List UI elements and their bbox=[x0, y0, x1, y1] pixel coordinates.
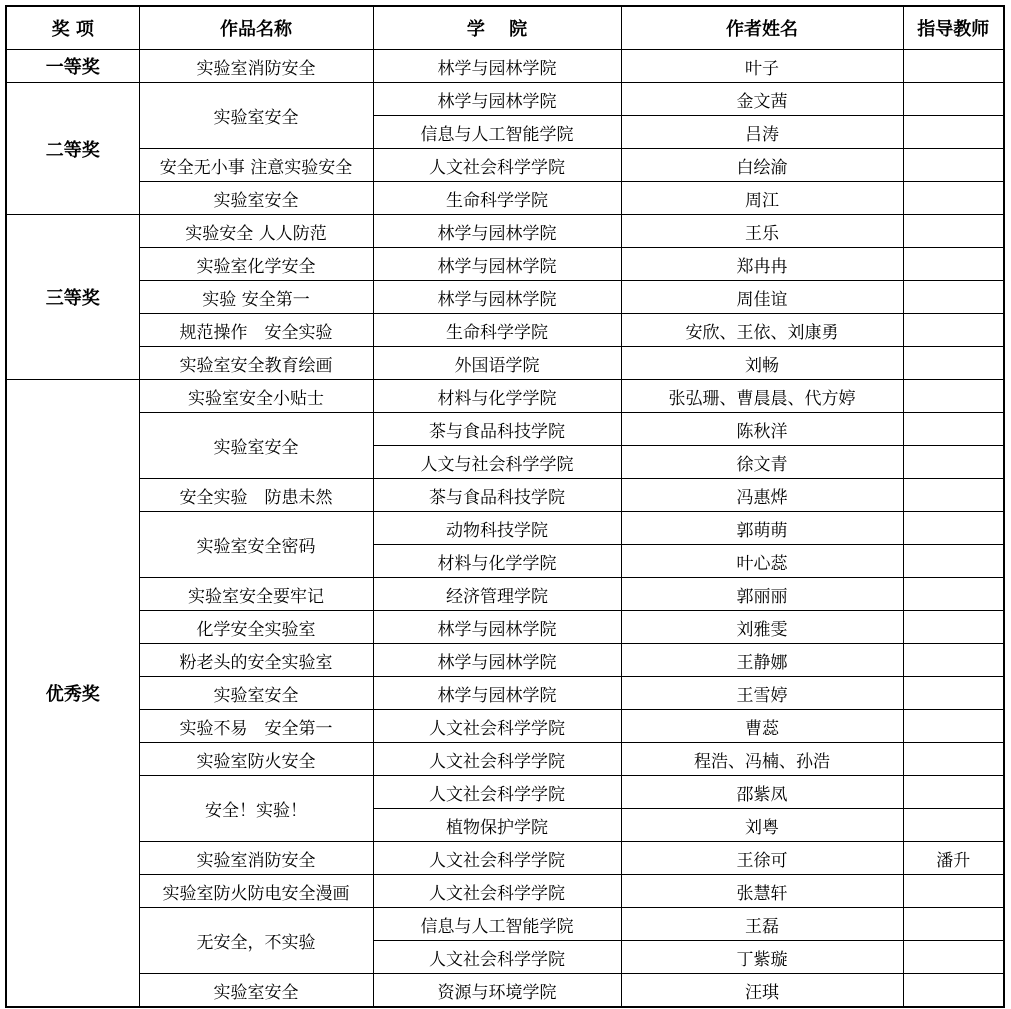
table-row bbox=[6, 50, 1004, 83]
teacher-cell bbox=[903, 941, 1004, 974]
author-cell: 程浩、冯楠、孙浩 bbox=[621, 743, 903, 776]
work-title-cell: 实验室消防安全 bbox=[139, 842, 373, 875]
work-title-cell: 实验室安全要牢记 bbox=[139, 578, 373, 611]
author-cell: 刘雅雯 bbox=[621, 611, 903, 644]
author-cell: 刘畅 bbox=[621, 347, 903, 380]
table-row bbox=[6, 248, 1004, 281]
author-cell: 刘粤 bbox=[621, 809, 903, 842]
college-cell: 人文与社会科学学院 bbox=[373, 446, 621, 479]
work-title-cell: 实验室防火防电安全漫画 bbox=[139, 875, 373, 908]
college-cell: 人文社会科学学院 bbox=[373, 710, 621, 743]
college-cell: 生命科学学院 bbox=[373, 314, 621, 347]
work-title-cell: 实验 安全第一 bbox=[139, 281, 373, 314]
teacher-cell bbox=[903, 83, 1004, 116]
author-cell: 王雪婷 bbox=[621, 677, 903, 710]
table-row bbox=[6, 875, 1004, 908]
college-cell: 人文社会科学学院 bbox=[373, 776, 621, 809]
teacher-cell bbox=[903, 677, 1004, 710]
college-cell: 人文社会科学学院 bbox=[373, 842, 621, 875]
header-college: 学 院 bbox=[373, 6, 621, 50]
author-cell: 冯惠烨 bbox=[621, 479, 903, 512]
college-cell: 林学与园林学院 bbox=[373, 611, 621, 644]
table-row bbox=[6, 578, 1004, 611]
work-title-cell: 粉老头的安全实验室 bbox=[139, 644, 373, 677]
author-cell: 郑冉冉 bbox=[621, 248, 903, 281]
work-title-cell: 实验室安全教育绘画 bbox=[139, 347, 373, 380]
table-row bbox=[6, 281, 1004, 314]
teacher-cell bbox=[903, 578, 1004, 611]
work-title-cell: 实验室消防安全 bbox=[139, 50, 373, 83]
teacher-cell bbox=[903, 710, 1004, 743]
table-row bbox=[6, 182, 1004, 215]
teacher-cell bbox=[903, 743, 1004, 776]
author-cell: 叶心蕊 bbox=[621, 545, 903, 578]
college-cell: 林学与园林学院 bbox=[373, 215, 621, 248]
work-title-cell: 实验室安全密码 bbox=[139, 512, 373, 578]
work-title-cell: 实验室安全 bbox=[139, 182, 373, 215]
teacher-cell bbox=[903, 809, 1004, 842]
work-title-cell: 实验室防火安全 bbox=[139, 743, 373, 776]
header-author: 作者姓名 bbox=[621, 6, 903, 50]
teacher-cell: 潘升 bbox=[903, 842, 1004, 875]
author-cell: 徐文青 bbox=[621, 446, 903, 479]
header-award: 奖 项 bbox=[6, 6, 139, 50]
college-cell: 林学与园林学院 bbox=[373, 83, 621, 116]
author-cell: 郭丽丽 bbox=[621, 578, 903, 611]
teacher-cell bbox=[903, 380, 1004, 413]
table-row bbox=[6, 347, 1004, 380]
college-cell: 信息与人工智能学院 bbox=[373, 908, 621, 941]
work-title-cell: 实验安全 人人防范 bbox=[139, 215, 373, 248]
work-title-cell: 实验室化学安全 bbox=[139, 248, 373, 281]
work-title-cell: 实验不易 安全第一 bbox=[139, 710, 373, 743]
author-cell: 王徐可 bbox=[621, 842, 903, 875]
work-title-cell: 安全！实验！ bbox=[139, 776, 373, 842]
author-cell: 陈秋洋 bbox=[621, 413, 903, 446]
teacher-cell bbox=[903, 281, 1004, 314]
college-cell: 材料与化学学院 bbox=[373, 380, 621, 413]
work-title-cell: 安全实验 防患未然 bbox=[139, 479, 373, 512]
teacher-cell bbox=[903, 875, 1004, 908]
college-cell: 林学与园林学院 bbox=[373, 50, 621, 83]
author-cell: 张慧轩 bbox=[621, 875, 903, 908]
teacher-cell bbox=[903, 50, 1004, 83]
author-cell: 吕涛 bbox=[621, 116, 903, 149]
table-row bbox=[6, 974, 1004, 1008]
work-title-cell: 规范操作 安全实验 bbox=[139, 314, 373, 347]
author-cell: 周江 bbox=[621, 182, 903, 215]
college-cell: 人文社会科学学院 bbox=[373, 743, 621, 776]
college-cell: 人文社会科学学院 bbox=[373, 149, 621, 182]
table-row bbox=[6, 413, 1004, 446]
work-title-cell: 实验室安全 bbox=[139, 413, 373, 479]
teacher-cell bbox=[903, 182, 1004, 215]
college-cell: 人文社会科学学院 bbox=[373, 875, 621, 908]
teacher-cell bbox=[903, 248, 1004, 281]
college-cell: 林学与园林学院 bbox=[373, 248, 621, 281]
table-row bbox=[6, 611, 1004, 644]
teacher-cell bbox=[903, 611, 1004, 644]
work-title-cell: 实验室安全 bbox=[139, 677, 373, 710]
work-title-cell: 安全无小事 注意实验安全 bbox=[139, 149, 373, 182]
author-cell: 周佳谊 bbox=[621, 281, 903, 314]
college-cell: 人文社会科学学院 bbox=[373, 941, 621, 974]
teacher-cell bbox=[903, 545, 1004, 578]
college-cell: 林学与园林学院 bbox=[373, 644, 621, 677]
teacher-cell bbox=[903, 908, 1004, 941]
work-title-cell: 实验室安全 bbox=[139, 83, 373, 149]
author-cell: 金文茜 bbox=[621, 83, 903, 116]
author-cell: 邵紫凤 bbox=[621, 776, 903, 809]
author-cell: 王磊 bbox=[621, 908, 903, 941]
header-work-title: 作品名称 bbox=[139, 6, 373, 50]
teacher-cell bbox=[903, 347, 1004, 380]
teacher-cell bbox=[903, 512, 1004, 545]
college-cell: 林学与园林学院 bbox=[373, 677, 621, 710]
table-row bbox=[6, 677, 1004, 710]
author-cell: 丁紫璇 bbox=[621, 941, 903, 974]
table-row bbox=[6, 215, 1004, 248]
work-title-cell: 实验室安全小贴士 bbox=[139, 380, 373, 413]
college-cell: 植物保护学院 bbox=[373, 809, 621, 842]
college-cell: 茶与食品科技学院 bbox=[373, 413, 621, 446]
award-level-cell: 一等奖 bbox=[6, 50, 139, 83]
award-level-cell: 三等奖 bbox=[6, 215, 139, 380]
table-row bbox=[6, 149, 1004, 182]
college-cell: 外国语学院 bbox=[373, 347, 621, 380]
college-cell: 材料与化学学院 bbox=[373, 545, 621, 578]
author-cell: 白绘渝 bbox=[621, 149, 903, 182]
table-row bbox=[6, 743, 1004, 776]
teacher-cell bbox=[903, 116, 1004, 149]
award-level-cell: 优秀奖 bbox=[6, 380, 139, 1008]
teacher-cell bbox=[903, 149, 1004, 182]
table-row bbox=[6, 512, 1004, 545]
table-row bbox=[6, 710, 1004, 743]
college-cell: 信息与人工智能学院 bbox=[373, 116, 621, 149]
teacher-cell bbox=[903, 413, 1004, 446]
college-cell: 茶与食品科技学院 bbox=[373, 479, 621, 512]
teacher-cell bbox=[903, 215, 1004, 248]
author-cell: 郭萌萌 bbox=[621, 512, 903, 545]
teacher-cell bbox=[903, 644, 1004, 677]
teacher-cell bbox=[903, 314, 1004, 347]
work-title-cell: 实验室安全 bbox=[139, 974, 373, 1008]
header-teacher: 指导教师 bbox=[903, 6, 1004, 50]
author-cell: 汪琪 bbox=[621, 974, 903, 1008]
teacher-cell bbox=[903, 974, 1004, 1008]
teacher-cell bbox=[903, 446, 1004, 479]
table-row bbox=[6, 842, 1004, 875]
award-table bbox=[5, 5, 1005, 1008]
author-cell: 王静娜 bbox=[621, 644, 903, 677]
college-cell: 生命科学学院 bbox=[373, 182, 621, 215]
table-row bbox=[6, 776, 1004, 809]
author-cell: 安欣、王依、刘康勇 bbox=[621, 314, 903, 347]
teacher-cell bbox=[903, 776, 1004, 809]
table-row bbox=[6, 380, 1004, 413]
author-cell: 张弘珊、曹晨晨、代方婷 bbox=[621, 380, 903, 413]
table-body bbox=[6, 50, 1004, 1008]
table-row bbox=[6, 644, 1004, 677]
college-cell: 动物科技学院 bbox=[373, 512, 621, 545]
table-row bbox=[6, 314, 1004, 347]
author-cell: 叶子 bbox=[621, 50, 903, 83]
table-row bbox=[6, 908, 1004, 941]
table-row bbox=[6, 83, 1004, 116]
college-cell: 资源与环境学院 bbox=[373, 974, 621, 1008]
award-level-cell: 二等奖 bbox=[6, 83, 139, 215]
author-cell: 王乐 bbox=[621, 215, 903, 248]
college-cell: 经济管理学院 bbox=[373, 578, 621, 611]
table-header-row bbox=[6, 6, 1004, 50]
work-title-cell: 化学安全实验室 bbox=[139, 611, 373, 644]
college-cell: 林学与园林学院 bbox=[373, 281, 621, 314]
table-row bbox=[6, 479, 1004, 512]
work-title-cell: 无安全，不实验 bbox=[139, 908, 373, 974]
teacher-cell bbox=[903, 479, 1004, 512]
author-cell: 曹蕊 bbox=[621, 710, 903, 743]
